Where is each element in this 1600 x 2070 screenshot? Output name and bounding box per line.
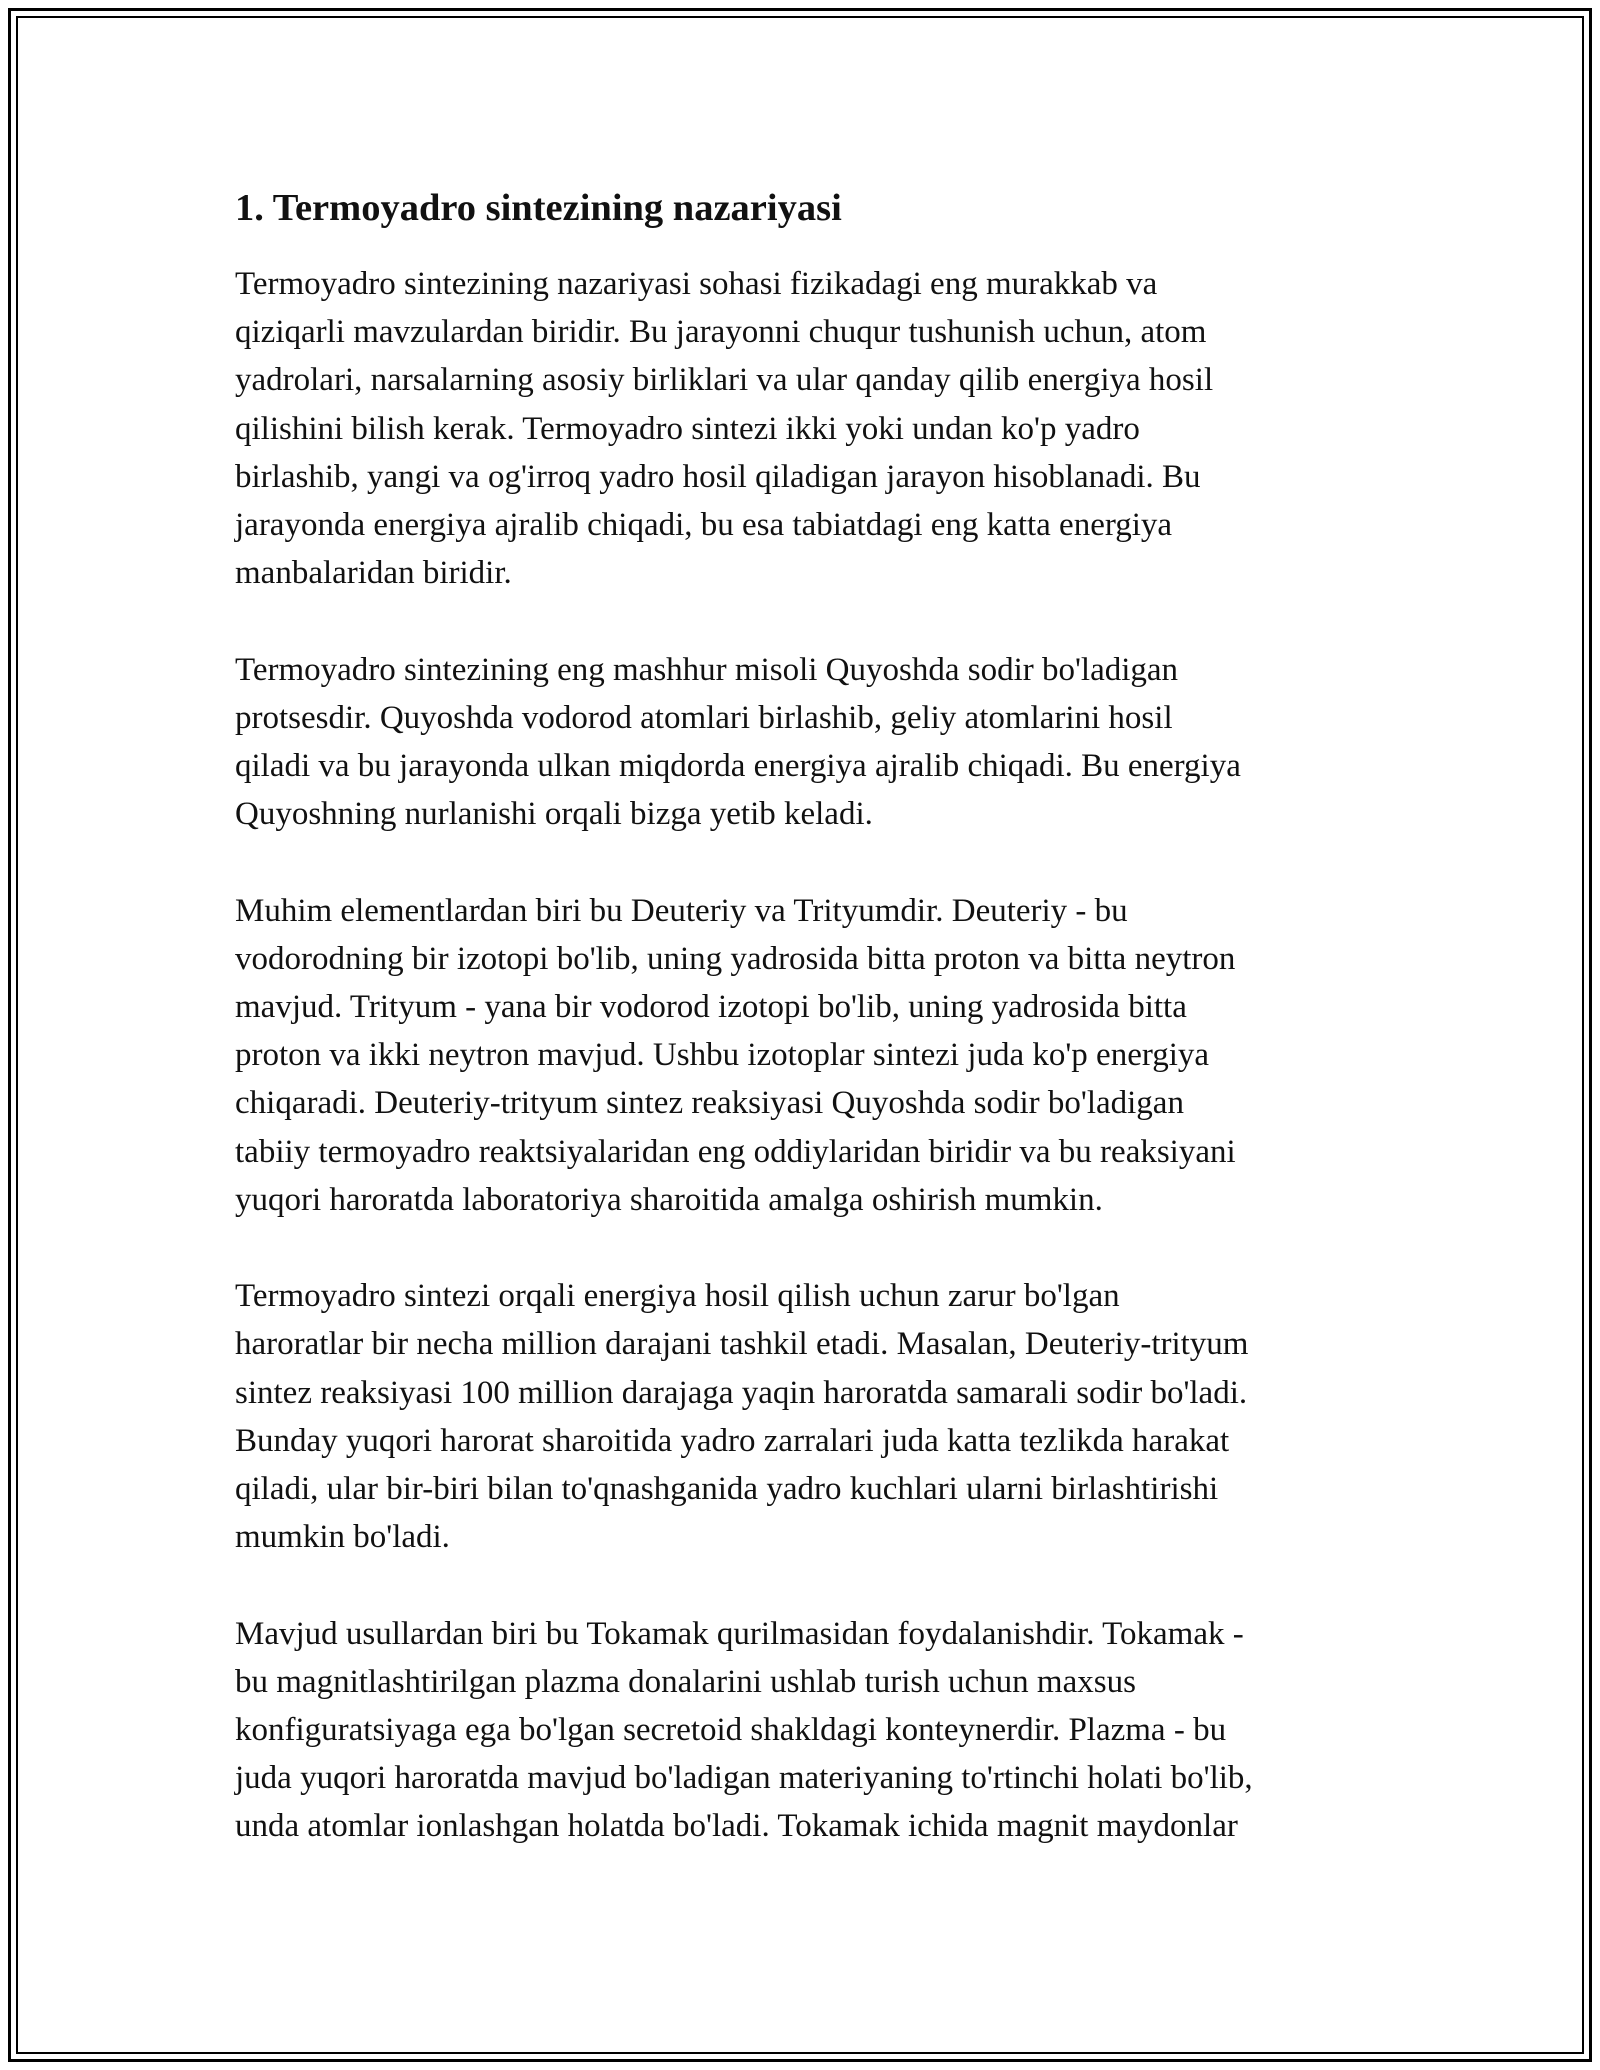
text-line: sintez reaksiyasi 100 million darajaga yaqin haroratda samarali sodir bo'ladi.	[235, 1374, 1248, 1411]
text-line: Termoyadro sintezi orqali energiya hosil qilish uchun zarur bo'lgan	[235, 1278, 1120, 1315]
text-line: qilishini bilish kerak. Termoyadro sintezi ikki yoki undan ko'p yadro	[235, 410, 1140, 447]
text-line: Quyoshning nurlanishi orqali bizga yetib keladi.	[235, 796, 873, 833]
text-line: mumkin bo'ladi.	[235, 1519, 450, 1556]
text-line: mavjud. Trityum - yana bir vodorod izotopi bo'lib, uning yadrosida bitta	[235, 989, 1187, 1026]
text-line: jarayonda energiya ajralib chiqadi, bu esa tabiatdagi eng katta energiya	[235, 507, 1173, 544]
text-line: vodorodning bir izotopi bo'lib, uning yadrosida bitta proton va bitta neytron	[235, 940, 1236, 977]
text-line: tabiiy termoyadro reaktsiyalaridan eng oddiylaridan biridir va bu reaksiyani	[235, 1133, 1236, 1170]
text-line: unda atomlar ionlashgan holatda bo'ladi. Tokamak ichida magnit maydonlar	[235, 1808, 1238, 1845]
document-body	[235, 184, 1375, 1899]
text-line: haroratlar bir necha million darajani tashkil etadi. Masalan, Deuteriy-trityum	[235, 1326, 1249, 1363]
text-line: chiqaradi. Deuteriy-trityum sintez reaksiyasi Quyoshda sodir bo'ladigan	[235, 1085, 1184, 1122]
text-line: bu magnitlashtirilgan plazma donalarini ushlab turish uchun maxsus	[235, 1663, 1136, 1700]
text-line: yuqori haroratda laboratoriya sharoitida amalga oshirish mumkin.	[235, 1181, 1103, 1218]
text-line: qiladi va bu jarayonda ulkan miqdorda energiya ajralib chiqadi. Bu energiya	[235, 748, 1241, 785]
paragraph	[235, 260, 1375, 597]
paragraph	[235, 646, 1375, 839]
text-line: protsesdir. Quyoshda vodorod atomlari birlashib, geliy atomlarini hosil	[235, 699, 1173, 736]
section-heading: 1. Termoyadro sintezining nazariyasi	[235, 187, 842, 229]
text-line: Muhim elementlardan biri bu Deuteriy va Trityumdir. Deuteriy - bu	[235, 892, 1128, 929]
text-line: konfiguratsiyaga ega bo'lgan secretoid shakldagi konteynerdir. Plazma - bu	[235, 1712, 1227, 1749]
paragraph	[235, 1272, 1375, 1561]
paragraph-list	[235, 260, 1375, 1851]
text-line: qiziqarli mavzulardan biridir. Bu jarayonni chuqur tushunish uchun, atom	[235, 314, 1207, 351]
paragraph	[235, 1610, 1375, 1851]
paragraph	[235, 887, 1375, 1224]
text-line: Termoyadro sintezining nazariyasi sohasi fizikadagi eng murakkab va	[235, 266, 1158, 302]
text-line: manbalaridan biridir.	[235, 555, 512, 592]
text-line: Mavjud usullardan biri bu Tokamak qurilmasidan foydalanishdir. Tokamak -	[235, 1615, 1244, 1652]
text-line: birlashib, yangi va og'irroq yadro hosil qiladigan jarayon hisoblanadi. Bu	[235, 458, 1201, 495]
text-line: yadrolari, narsalarning asosiy birliklari va ular qanday qilib energiya hosil	[235, 362, 1214, 399]
text-line: Termoyadro sintezining eng mashhur misoli Quyoshda sodir bo'ladigan	[235, 651, 1179, 688]
text-line: qiladi, ular bir-biri bilan to'qnashganida yadro kuchlari ularni birlashtirishi	[235, 1471, 1219, 1508]
text-line: juda yuqori haroratda mavjud bo'ladigan materiyaning to'rtinchi holati bo'lib,	[235, 1760, 1253, 1797]
text-line: proton va ikki neytron mavjud. Ushbu izotoplar sintezi juda ko'p energiya	[235, 1037, 1210, 1074]
text-line: Bunday yuqori harorat sharoitida yadro zarralari juda katta tezlikda harakat	[235, 1422, 1230, 1459]
